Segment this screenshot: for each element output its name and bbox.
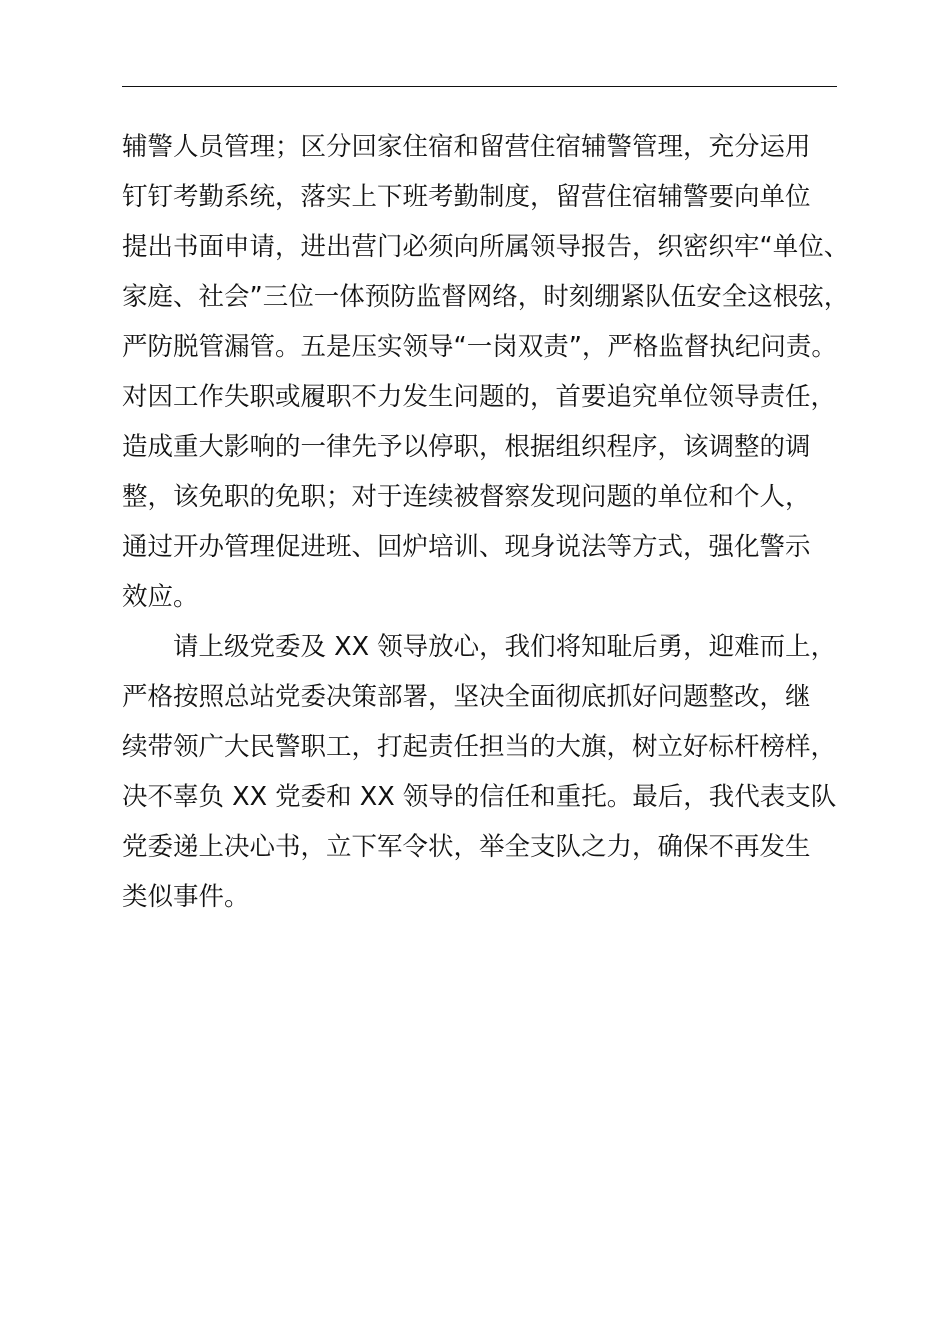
text-line: 辅警人员管理；区分回家住宿和留营住宿辅警管理，充分运用	[122, 132, 811, 162]
text-line: 续带领广大民警职工，打起责任担当的大旗，树立好标杆榜样，	[122, 732, 837, 762]
text-line: 决不辜负 XX 党委和 XX 领导的信任和重托。最后，我代表支队	[122, 782, 837, 812]
text-line: 请上级党委及 XX 领导放心，我们将知耻后勇，迎难而上，	[173, 632, 837, 662]
text-line: 严格按照总站党委决策部署，坚决全面彻底抓好问题整改，继	[122, 682, 811, 712]
text-line: 类似事件。	[122, 882, 250, 912]
text-line: 党委递上决心书，立下军令状，举全支队之力，确保不再发生	[122, 832, 811, 862]
text-line: 提出书面申请，进出营门必须向所属领导报告，织密织牢“单位、	[122, 232, 850, 262]
text-line: 整，该免职的免职；对于连续被督察发现问题的单位和个人，	[122, 482, 811, 512]
text-line: 对因工作失职或履职不力发生问题的，首要追究单位领导责任，	[122, 382, 837, 412]
document-body	[122, 122, 862, 922]
text-line: 严防脱管漏管。五是压实领导“一岗双责”，严格监督执纪问责。	[122, 332, 837, 362]
text-line: 家庭、社会”三位一体预防监督网络，时刻绷紧队伍安全这根弦，	[122, 282, 850, 312]
text-line: 造成重大影响的一律先予以停职，根据组织程序，该调整的调	[122, 432, 811, 462]
text-line: 效应。	[122, 582, 199, 612]
text-line: 钉钉考勤系统，落实上下班考勤制度，留营住宿辅警要向单位	[122, 182, 811, 212]
paragraph-2	[122, 622, 862, 922]
paragraph-1	[122, 122, 862, 622]
header-rule	[122, 86, 837, 87]
text-line: 通过开办管理促进班、回炉培训、现身说法等方式，强化警示	[122, 532, 811, 562]
